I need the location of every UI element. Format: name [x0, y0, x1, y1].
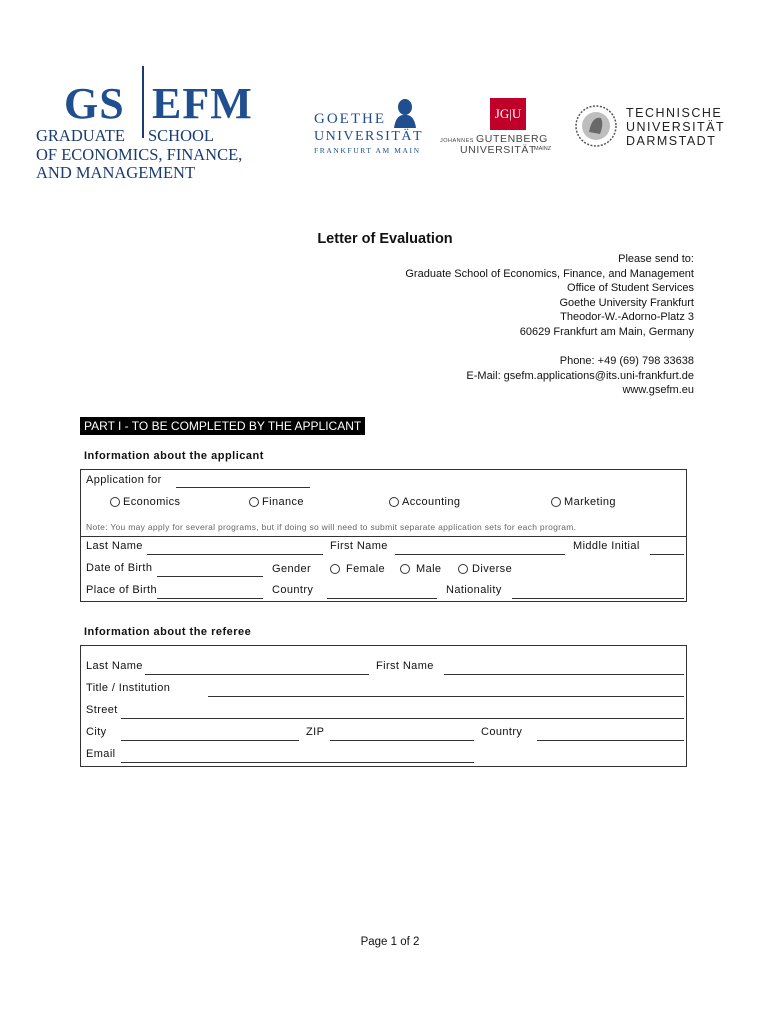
- accounting-radio[interactable]: [389, 497, 399, 507]
- title-institution-label: Title / Institution: [86, 682, 171, 694]
- application-for-field[interactable]: [176, 487, 310, 488]
- marketing-radio[interactable]: [551, 497, 561, 507]
- goethe-logo-line1: GOETHE: [314, 111, 386, 127]
- male-radio[interactable]: [400, 564, 410, 574]
- page-title: Letter of Evaluation: [317, 231, 453, 247]
- applicant-first-name-field[interactable]: [395, 554, 565, 555]
- jgu-logo-line2: UNIVERSITÄT: [460, 144, 537, 156]
- place-of-birth-field[interactable]: [157, 598, 263, 599]
- tud-logo-line2: UNIVERSITÄT: [626, 120, 726, 134]
- date-of-birth-field[interactable]: [157, 576, 263, 577]
- gsefm-logo-line2: OF ECONOMICS, FINANCE,: [36, 145, 243, 164]
- address-line: Theodor-W.-Adorno-Platz 3: [560, 311, 694, 324]
- address-line: Goethe University Frankfurt: [559, 296, 694, 309]
- finance-radio[interactable]: [249, 497, 259, 507]
- mailing-address: [294, 252, 694, 398]
- referee-first-name-field[interactable]: [444, 674, 684, 675]
- jgu-logo: [440, 98, 560, 158]
- athena-seal-icon: [574, 102, 618, 150]
- gsefm-logo-line1b: SCHOOL: [148, 126, 215, 145]
- tud-logo-line1: TECHNISCHE: [626, 106, 723, 120]
- date-of-birth-label: Date of Birth: [86, 562, 153, 574]
- gsefm-logo-gs: GS: [64, 79, 125, 128]
- gsefm-logo: [36, 66, 296, 182]
- gsefm-logo-line3: AND MANAGEMENT: [36, 163, 196, 182]
- gsefm-logo-line1a: GRADUATE: [36, 126, 125, 145]
- applicant-last-name-field[interactable]: [147, 554, 323, 555]
- jgu-logo-suffix: MAINZ: [534, 146, 552, 152]
- referee-section-heading: Information about the referee: [84, 626, 252, 638]
- address-line: Graduate School of Economics, Finance, and Management: [405, 267, 694, 280]
- applicant-first-name-label: First Name: [330, 540, 388, 552]
- diverse-label: Diverse: [472, 563, 513, 575]
- tud-logo-line3: DARMSTADT: [626, 134, 717, 148]
- jgu-logo-small: JOHANNES: [440, 138, 474, 144]
- goethe-logo-line3: FRANKFURT AM MAIN: [314, 146, 421, 155]
- referee-country-label: Country: [481, 726, 523, 738]
- applicant-country-label: Country: [272, 584, 314, 596]
- program-note: Note: You may apply for several programs, but if doing so will need to submit separate application sets for each program.: [86, 522, 577, 532]
- city-field[interactable]: [121, 740, 299, 741]
- economics-label: Economics: [123, 496, 181, 508]
- street-field[interactable]: [121, 718, 684, 719]
- referee-last-name-label: Last Name: [86, 660, 143, 672]
- address-line: 60629 Frankfurt am Main, Germany: [519, 325, 694, 338]
- goethe-logo-line2: UNIVERSITÄT: [314, 129, 424, 144]
- referee-last-name-field[interactable]: [145, 674, 369, 675]
- economics-radio[interactable]: [110, 497, 120, 507]
- zip-label: ZIP: [306, 726, 325, 738]
- gsefm-logo-efm: EFM: [152, 79, 253, 128]
- marketing-label: Marketing: [564, 496, 616, 508]
- gender-label: Gender: [272, 563, 312, 575]
- tud-logo: [574, 102, 726, 154]
- gsefm-logo-divider: [142, 66, 144, 138]
- diverse-radio[interactable]: [458, 564, 468, 574]
- applicant-middle-initial-label: Middle Initial: [573, 540, 640, 552]
- applicant-country-field[interactable]: [327, 598, 437, 599]
- female-radio[interactable]: [330, 564, 340, 574]
- goethe-portrait-icon: [390, 96, 420, 128]
- email-label: Email: [86, 748, 116, 760]
- city-label: City: [86, 726, 107, 738]
- email-field[interactable]: [121, 762, 474, 763]
- zip-field[interactable]: [330, 740, 474, 741]
- applicant-section-heading: Information about the applicant: [84, 450, 264, 462]
- male-label: Male: [416, 563, 442, 575]
- address-line: Office of Student Services: [567, 282, 694, 295]
- referee-first-name-label: First Name: [376, 660, 434, 672]
- jgu-logo-line1: GUTENBERG: [476, 133, 548, 145]
- jgu-logo-mark: JG|U: [490, 98, 526, 130]
- address-line: Please send to:: [618, 253, 694, 265]
- page-number: Page 1 of 2: [360, 936, 420, 948]
- nationality-field[interactable]: [512, 598, 684, 599]
- finance-label: Finance: [262, 496, 304, 508]
- street-label: Street: [86, 704, 118, 716]
- title-institution-field[interactable]: [208, 696, 684, 697]
- place-of-birth-label: Place of Birth: [86, 584, 158, 596]
- referee-country-field[interactable]: [537, 740, 684, 741]
- application-for-label: Application for: [86, 474, 162, 486]
- address-email: E-Mail: gsefm.applications@its.uni-frankfurt.de: [466, 369, 694, 382]
- goethe-logo: [314, 96, 426, 158]
- part1-banner: PART I - TO BE COMPLETED BY THE APPLICANT: [80, 417, 365, 435]
- address-website: www.gsefm.eu: [622, 384, 694, 397]
- applicant-middle-initial-field[interactable]: [650, 554, 684, 555]
- applicant-last-name-label: Last Name: [86, 540, 143, 552]
- nationality-label: Nationality: [446, 584, 502, 596]
- accounting-label: Accounting: [402, 496, 461, 508]
- address-phone: Phone: +49 (69) 798 33638: [559, 355, 694, 368]
- female-label: Female: [346, 563, 386, 575]
